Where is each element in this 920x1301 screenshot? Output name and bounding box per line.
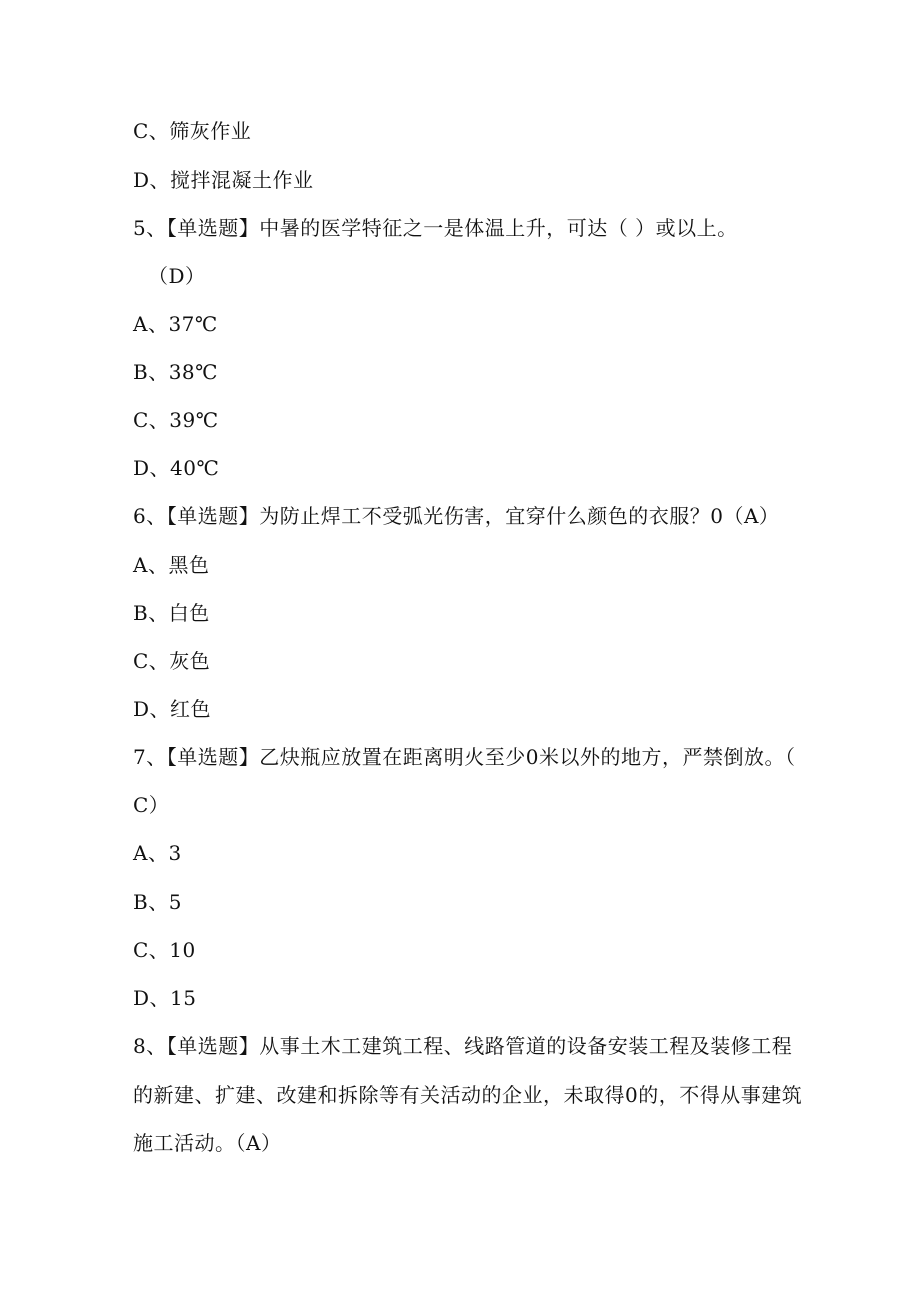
option-a-q5: A、37℃ xyxy=(133,312,218,336)
question-5: 5、【单选题】中暑的医学特征之一是体温上升，可达（ ）或以上。 xyxy=(133,216,738,240)
question-7: 7、【单选题】乙炔瓶应放置在距离明火至少0米以外的地方，严禁倒放。（ xyxy=(133,745,796,769)
option-c-q7: C、10 xyxy=(133,938,196,962)
option-c-q6: C、灰色 xyxy=(133,649,211,673)
option-a-q7: A、3 xyxy=(133,841,182,865)
option-c-q5: C、39℃ xyxy=(133,408,219,432)
question-6: 6、【单选题】为防止焊工不受弧光伤害，宜穿什么颜色的衣服？0（A） xyxy=(133,504,780,528)
question-8-line-3: 施工活动。（A） xyxy=(133,1131,282,1155)
option-d-q4: D、搅拌混凝土作业 xyxy=(133,168,314,192)
option-b-q5: B、38℃ xyxy=(133,360,219,384)
question-8-line-1: 8、【单选题】从事土木工建筑工程、线路管道的设备安装工程及装修工程 xyxy=(133,1034,793,1058)
option-c-q4: C、筛灰作业 xyxy=(133,119,252,143)
question-8-line-2: 的新建、扩建、改建和拆除等有关活动的企业，未取得0的，不得从事建筑 xyxy=(133,1083,803,1107)
option-b-q6: B、白色 xyxy=(133,601,210,625)
option-d-q7: D、15 xyxy=(133,986,197,1010)
option-d-q6: D、红色 xyxy=(133,697,212,721)
option-d-q5: D、40℃ xyxy=(133,456,220,480)
answer-7: C） xyxy=(133,793,170,817)
option-b-q7: B、5 xyxy=(133,890,182,914)
option-a-q6: A、黑色 xyxy=(133,553,210,577)
answer-5: （D） xyxy=(148,264,206,288)
